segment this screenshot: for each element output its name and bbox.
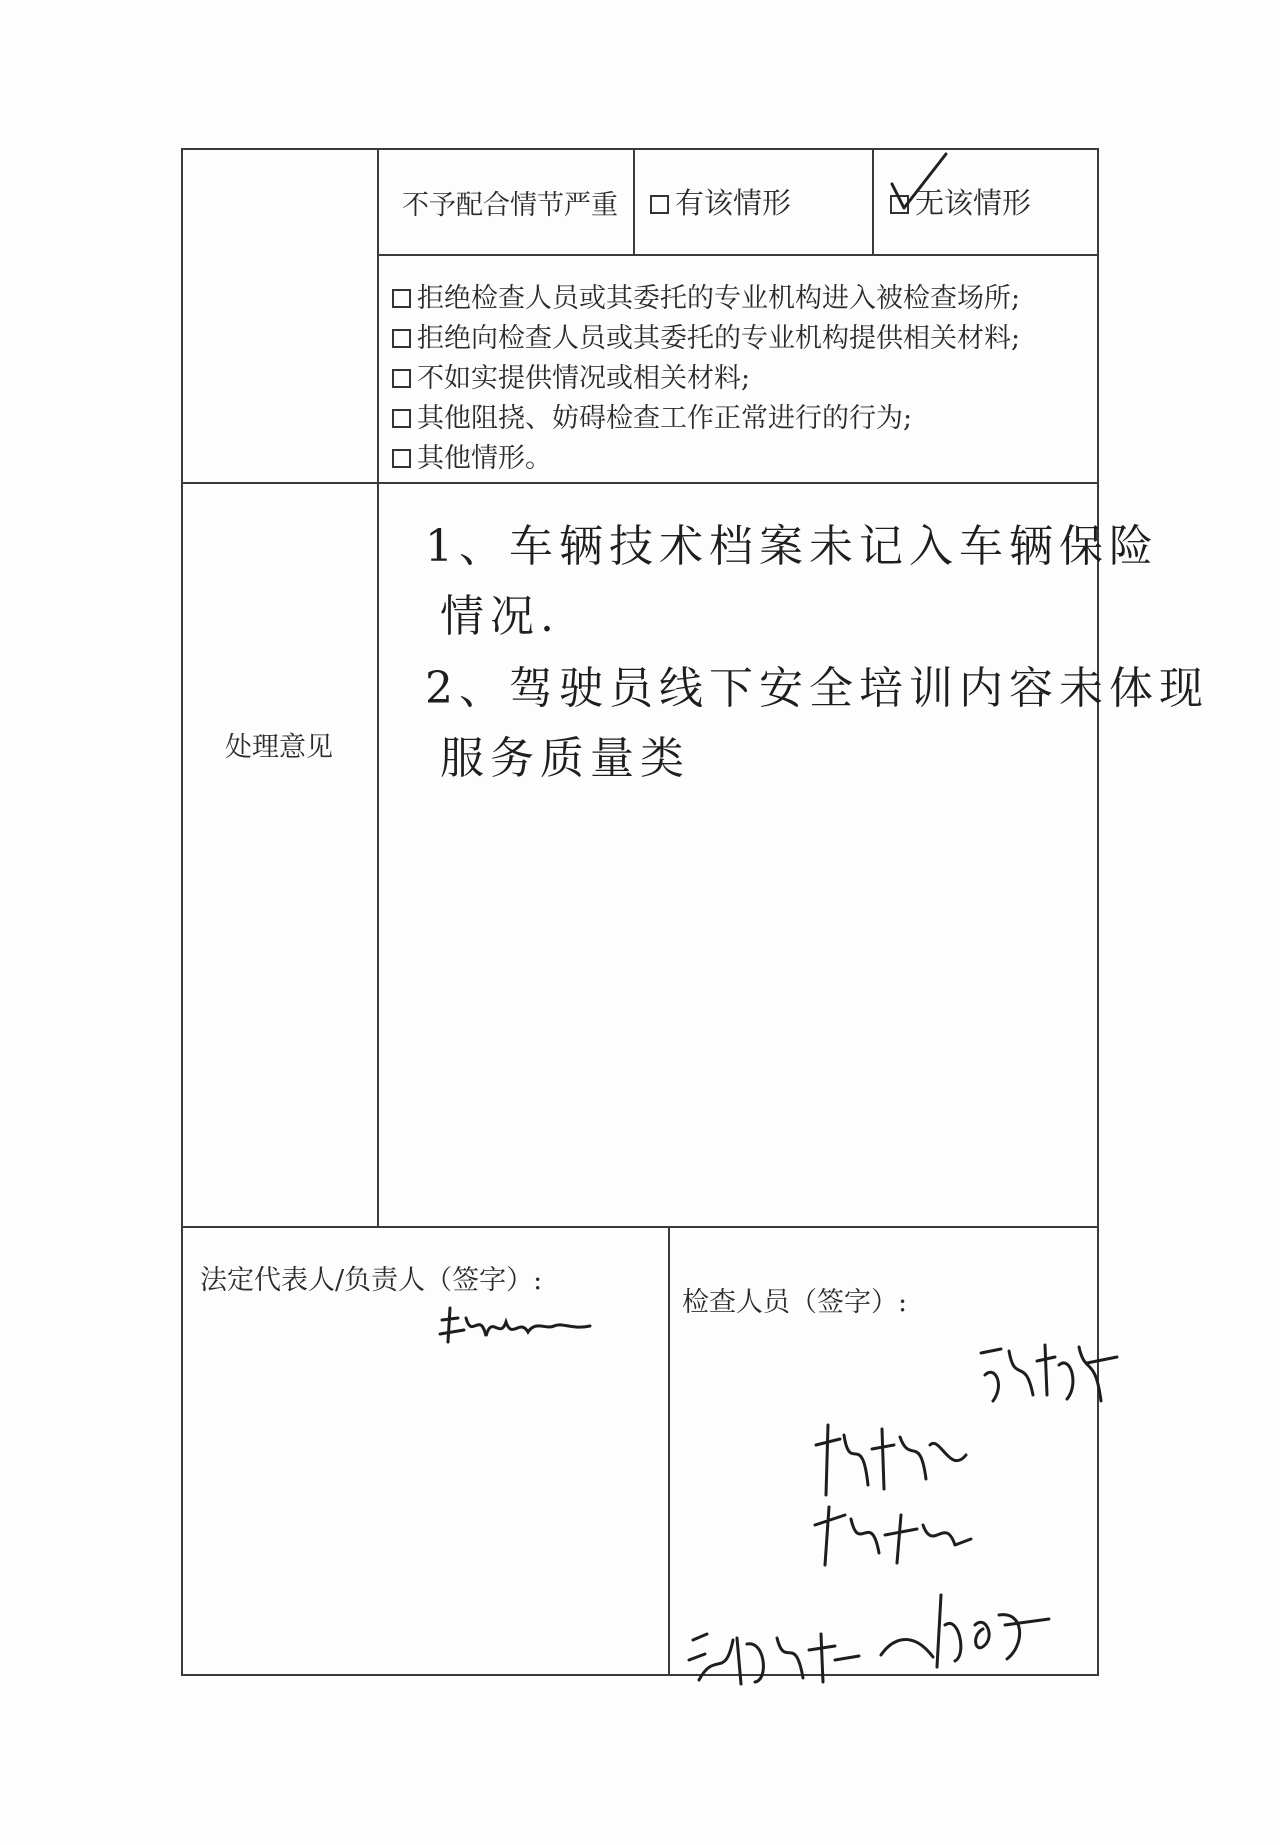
row1-divider-b	[872, 148, 874, 254]
behavior-checkbox[interactable]	[392, 329, 411, 348]
behavior-item: 其他情形。	[392, 436, 552, 475]
inspector-label: 检查人员（签字）:	[682, 1287, 908, 1318]
opinion-label: 处理意见	[225, 732, 333, 763]
behavior-item: 拒绝向检查人员或其委托的专业机构提供相关材料;	[392, 316, 1020, 355]
behavior-item: 其他阻挠、妨碍检查工作正常进行的行为;	[392, 396, 912, 435]
check-mark-icon	[886, 150, 956, 222]
table-left-border	[181, 148, 183, 1676]
inspector-signature-1	[975, 1335, 1125, 1415]
row1-bottom-line	[377, 254, 1099, 256]
opinion-line-3: 2、驾驶员线下安全培训内容未体现	[425, 663, 1209, 714]
inspector-signature-5	[875, 1585, 1055, 1675]
behavior-checkbox[interactable]	[392, 289, 411, 308]
row1-divider-a	[633, 148, 635, 254]
obstruct-label: 不予配合情节严重	[402, 190, 618, 221]
signature-divider	[668, 1226, 670, 1676]
option-yes	[650, 181, 791, 222]
opinion-line-1: 1、车辆技术档案未记入车辆保险	[425, 521, 1159, 572]
table-right-border	[1097, 148, 1099, 1676]
behavior-checkbox[interactable]	[392, 409, 411, 428]
legal-rep-signature	[436, 1300, 596, 1360]
behavior-item: 不如实提供情况或相关材料;	[392, 356, 750, 395]
inspector-signature-4	[685, 1620, 865, 1690]
row2-bottom-line	[181, 482, 1099, 484]
checkbox-yes[interactable]	[650, 195, 669, 214]
opinion-line-2: 情况.	[440, 591, 560, 642]
option-no-label: 无该情形	[915, 186, 1032, 220]
behavior-checkbox[interactable]	[392, 369, 411, 388]
table-top-border	[181, 148, 1099, 150]
inspector-signature-2	[810, 1415, 970, 1505]
opinion-line-4: 服务质量类	[440, 733, 690, 784]
inspector-signature-3	[805, 1495, 975, 1575]
option-yes-label: 有该情形	[675, 186, 792, 220]
opinion-bottom-line	[181, 1226, 1099, 1228]
behavior-item: 拒绝检查人员或其委托的专业机构进入被检查场所;	[392, 276, 1020, 315]
label-column-divider	[377, 148, 379, 1226]
legal-rep-label: 法定代表人/负责人（签字）:	[200, 1265, 543, 1296]
behavior-checkbox[interactable]	[392, 449, 411, 468]
